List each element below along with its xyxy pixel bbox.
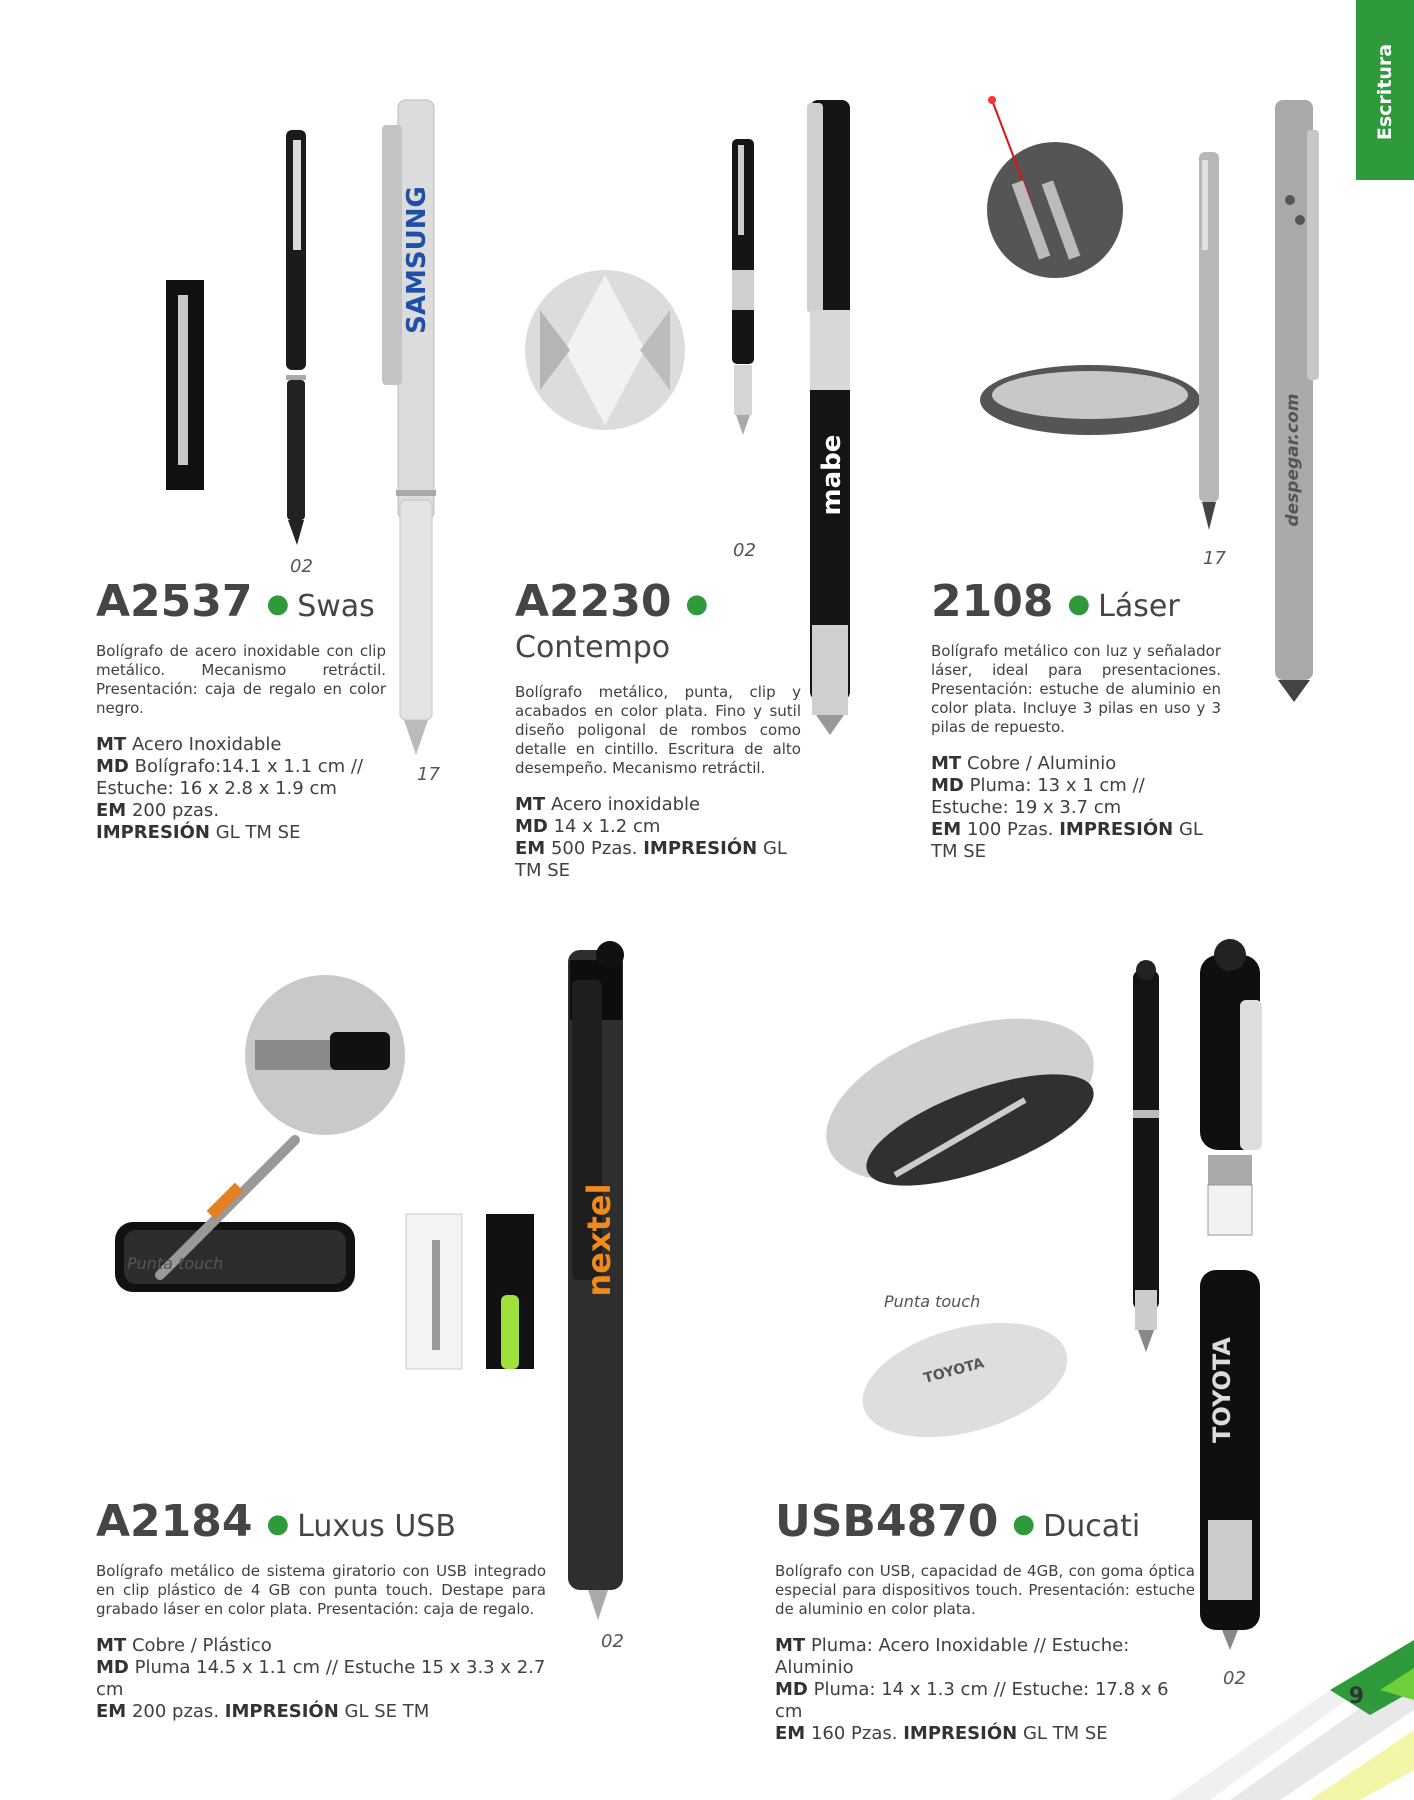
product-description: Bolígrafo de acero inoxidable con clip metálico. Mecanismo retráctil. Presentación: caja de regalo en color negro.	[96, 642, 386, 717]
spec-material: Acero inoxidable	[550, 794, 701, 815]
product-code: USB4870	[775, 1496, 999, 1547]
product-description: Bolígrafo con USB, capacidad de 4GB, con goma óptica especial para dispositivos touch. Presentación: estuche de aluminio en color plata.	[775, 1562, 1195, 1618]
svg-text:TOYOTA: TOYOTA	[922, 1355, 986, 1387]
nextel-logo: nextel	[580, 1183, 618, 1297]
spec-dimensions: Bolígrafo:14.1 x 1.1 cm // Estuche: 16 x 2.8 x 1.9 cm	[96, 756, 364, 799]
product-code: A2537	[96, 576, 253, 627]
color-code: 17	[1203, 548, 1226, 569]
despegar-logo: despegar.com	[1283, 393, 1303, 527]
color-code: 02	[290, 556, 313, 577]
product-a2184	[96, 1496, 546, 1723]
product-specs: MT Acero inoxidable MD 14 x 1.2 cm EM 500 Pzas. IMPRESIÓN GL TM SE	[515, 794, 787, 881]
section-tab	[1356, 0, 1414, 180]
spec-printing: GL TM SE	[515, 838, 787, 881]
corner-decoration	[1130, 1630, 1414, 1800]
product-description: Bolígrafo metálico con luz y señalador láser, ideal para presentaciones. Presentación: estuche de aluminio en color plata. Incluye 3 pilas en uso y 3 pilas de repuesto.	[931, 642, 1221, 736]
bullet-icon: ●	[266, 1509, 290, 1539]
product-name: Luxus USB	[297, 1509, 456, 1544]
bullet-icon: ●	[1012, 1509, 1036, 1539]
samsung-logo: SAMSUNG	[402, 186, 432, 334]
spec-dimensions: Pluma 14.5 x 1.1 cm // Estuche 15 x 3.3 x 2.7 cm	[96, 1657, 546, 1700]
color-code: 17	[417, 764, 440, 785]
product-subname: Contempo	[515, 630, 671, 665]
color-code: 02	[733, 540, 756, 561]
spec-material: Pluma: Acero Inoxidable // Estuche: Aluminio	[775, 1635, 1130, 1678]
spec-material: Acero Inoxidable	[131, 734, 282, 755]
product-description: Bolígrafo metálico, punta, clip y acabados en color plata. Fino y sutil diseño poligonal de rombos como detalle en cintillo. Escritura de alto desempeño. Mecanismo retráctil.	[515, 683, 801, 777]
spec-printing: GL TM SE	[1022, 1723, 1108, 1744]
mabe-logo: mabe	[817, 434, 847, 516]
product-name: Ducati	[1043, 1509, 1141, 1544]
product-specs: MT Cobre / Aluminio MD Pluma: 13 x 1 cm // Estuche: 19 x 3.7 cm EM 100 Pzas. IMPRESIÓN GL TM SE	[931, 753, 1203, 862]
product-title	[515, 576, 801, 627]
page-number: 9	[1348, 1684, 1364, 1709]
product-description: Bolígrafo metálico de sistema giratorio con USB integrado en clip plástico de 4 GB con punta touch. Destape para grabado láser en color plata. Presentación: caja de regalo.	[96, 1562, 546, 1618]
spec-printing: GL SE TM	[344, 1701, 430, 1722]
spec-material: Cobre / Plástico	[131, 1635, 272, 1656]
product-specs: MT Cobre / Plástico MD Pluma 14.5 x 1.1 cm // Estuche 15 x 3.3 x 2.7 cm EM 200 pzas. IMPRESIÓN GL SE TM	[96, 1635, 546, 1722]
color-code: 02	[601, 1631, 624, 1652]
bullet-icon: ●	[266, 589, 290, 619]
spec-dimensions: Pluma: 14 x 1.3 cm // Estuche: 17.8 x 6 cm	[775, 1679, 1169, 1722]
product-a2537	[96, 576, 386, 844]
spec-packaging: 160 Pzas.	[810, 1723, 898, 1744]
product-name: Láser	[1098, 589, 1180, 624]
product-code: 2108	[931, 576, 1054, 627]
spec-packaging: 500 Pzas.	[550, 838, 638, 859]
product-2108	[931, 576, 1221, 863]
product-a2230	[515, 576, 801, 882]
bullet-icon: ●	[685, 589, 709, 619]
toyota-logo: TOYOTA	[1208, 1337, 1236, 1443]
product-code: A2230	[515, 576, 672, 627]
product-title	[96, 576, 386, 627]
color-code: 02	[1223, 1668, 1246, 1689]
section-tab-label: Escritura	[1374, 43, 1396, 141]
spec-dimensions: Pluma: 13 x 1 cm // Estuche: 19 x 3.7 cm	[931, 775, 1145, 818]
product-title	[931, 576, 1221, 627]
spec-packaging: 100 Pzas.	[966, 819, 1054, 840]
spec-printing: GL TM SE	[215, 822, 301, 843]
product-code: A2184	[96, 1496, 253, 1547]
bullet-icon: ●	[1067, 589, 1091, 619]
spec-material: Cobre / Aluminio	[966, 753, 1117, 774]
product-specs: MT Acero Inoxidable MD Bolígrafo:14.1 x 1.1 cm // Estuche: 16 x 2.8 x 1.9 cm EM 200 pzas. IMPRESIÓN GL TM SE	[96, 734, 364, 843]
image-caption: Punta touch	[884, 1292, 981, 1311]
spec-packaging: 200 pzas.	[131, 1701, 220, 1722]
image-caption: Punta touch	[127, 1254, 224, 1273]
product-title	[775, 1496, 1195, 1547]
product-specs: MT Pluma: Acero Inoxidable // Estuche: Aluminio MD Pluma: 14 x 1.3 cm // Estuche: 17.8 x 6 cm EM 160 Pzas. IMPRESIÓN GL TM SE	[775, 1635, 1169, 1744]
product-title	[96, 1496, 546, 1547]
spec-printing: GL TM SE	[931, 819, 1203, 862]
spec-dimensions: 14 x 1.2 cm	[553, 816, 661, 837]
product-name: Swas	[297, 589, 375, 624]
spec-packaging: 200 pzas.	[131, 800, 220, 821]
